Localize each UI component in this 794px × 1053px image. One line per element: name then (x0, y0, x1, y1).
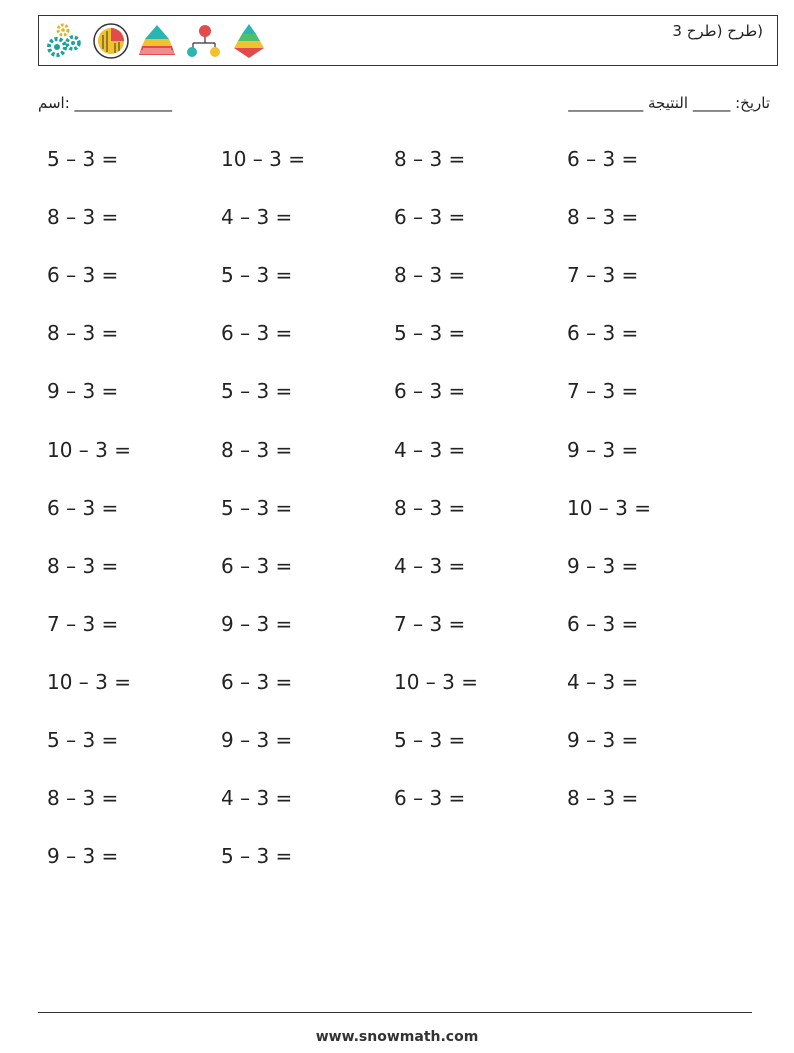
problem: 6 – 3 = (394, 379, 466, 403)
problem: 4 – 3 = (567, 670, 639, 694)
problem: 6 – 3 = (567, 612, 639, 636)
problem: 9 – 3 = (221, 612, 293, 636)
problem: 6 – 3 = (221, 670, 293, 694)
problem: 7 – 3 = (47, 612, 119, 636)
problem: 8 – 3 = (47, 786, 119, 810)
worksheet-title: (طرح (طرح 3 (672, 22, 763, 40)
problem: 6 – 3 = (47, 263, 119, 287)
name-field: اسم: _____________ (38, 94, 173, 112)
header-icons (45, 20, 269, 62)
problem: 4 – 3 = (221, 205, 293, 229)
problem: 8 – 3 = (567, 205, 639, 229)
problem: 4 – 3 = (221, 786, 293, 810)
problem: 8 – 3 = (221, 438, 293, 462)
footer-url: www.snowmath.com (315, 1029, 479, 1045)
problem: 5 – 3 = (221, 496, 293, 520)
problem: 7 – 3 = (567, 379, 639, 403)
problem: 9 – 3 = (47, 379, 119, 403)
problem: 10 – 3 = (394, 670, 479, 694)
problem: 7 – 3 = (394, 612, 466, 636)
problem: 9 – 3 = (221, 728, 293, 752)
problem: 5 – 3 = (221, 844, 293, 868)
problem: 10 – 3 = (567, 496, 652, 520)
problem: 5 – 3 = (47, 147, 119, 171)
problem: 8 – 3 = (47, 554, 119, 578)
layered-pyramid-icon (229, 21, 269, 61)
problem: 5 – 3 = (221, 379, 293, 403)
problem: 6 – 3 = (47, 496, 119, 520)
problem: 7 – 3 = (567, 263, 639, 287)
date-score-fields (568, 94, 770, 112)
problem: 10 – 3 = (47, 670, 132, 694)
problem: 6 – 3 = (394, 786, 466, 810)
problem: 9 – 3 = (567, 554, 639, 578)
problem: 4 – 3 = (394, 438, 466, 462)
problem: 8 – 3 = (47, 205, 119, 229)
problem: 8 – 3 = (567, 786, 639, 810)
worksheet-header (38, 15, 778, 66)
problem: 10 – 3 = (47, 438, 132, 462)
date-field: تاريخ: _____ (692, 94, 770, 112)
problem: 6 – 3 = (567, 147, 639, 171)
problem: 6 – 3 = (221, 321, 293, 345)
problem: 8 – 3 = (394, 496, 466, 520)
problem: 9 – 3 = (567, 438, 639, 462)
problem: 6 – 3 = (394, 205, 466, 229)
problem: 4 – 3 = (394, 554, 466, 578)
problem: 5 – 3 = (221, 263, 293, 287)
pie-chart-icon (91, 21, 131, 61)
problem: 8 – 3 = (47, 321, 119, 345)
problem: 9 – 3 = (47, 844, 119, 868)
problem: 5 – 3 = (394, 728, 466, 752)
pyramid-icon (137, 21, 177, 61)
tree-diagram-icon (183, 21, 223, 61)
score-field: النتيجة __________ (568, 94, 689, 112)
problem: 9 – 3 = (567, 728, 639, 752)
problem: 8 – 3 = (394, 263, 466, 287)
problem: 5 – 3 = (394, 321, 466, 345)
gears-icon (45, 21, 85, 61)
problem: 8 – 3 = (394, 147, 466, 171)
problem: 10 – 3 = (221, 147, 306, 171)
problem: 6 – 3 = (221, 554, 293, 578)
problem: 6 – 3 = (567, 321, 639, 345)
footer-divider (38, 1012, 752, 1013)
problem: 5 – 3 = (47, 728, 119, 752)
